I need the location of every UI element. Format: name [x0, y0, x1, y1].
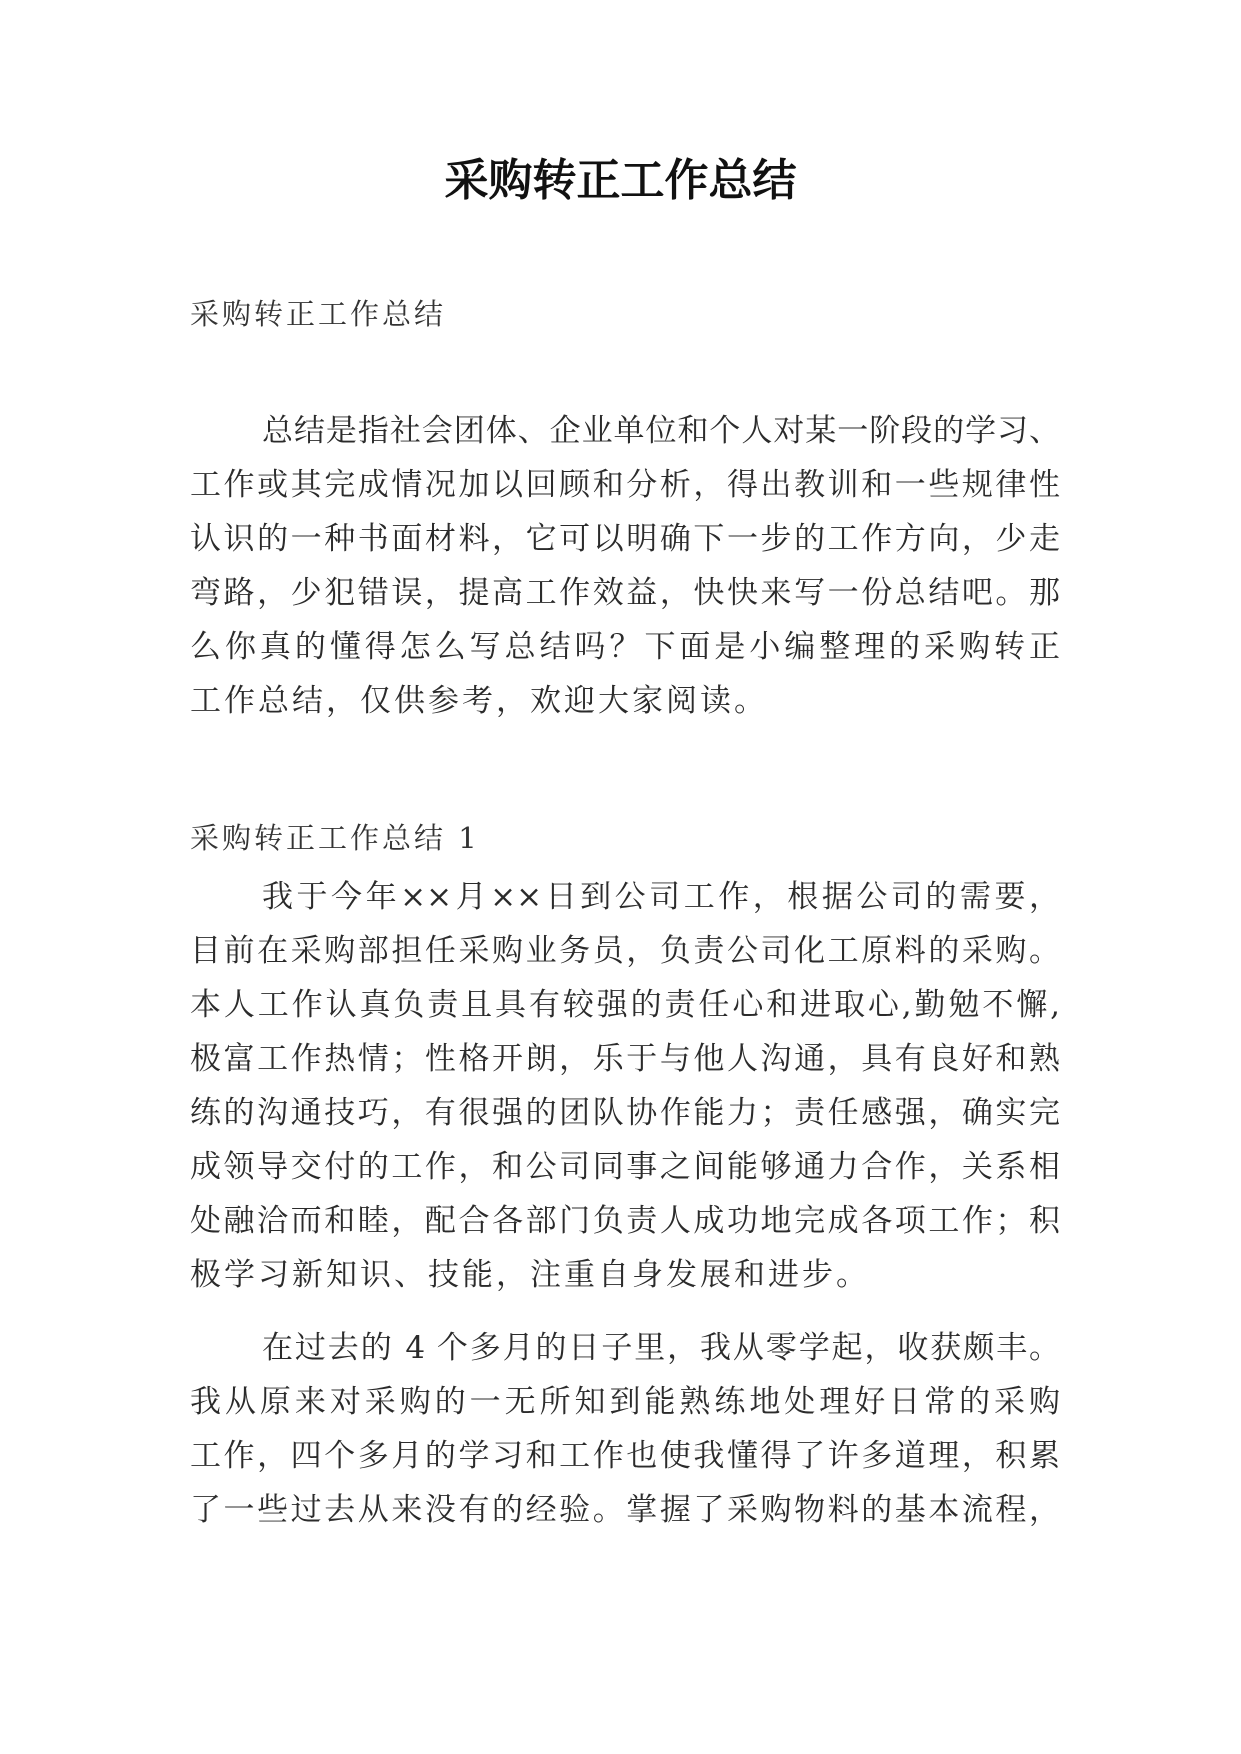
- intro-line: 认识的一种书面材料，它可以明确下一步的工作方向，少走: [190, 521, 1060, 557]
- intro-line: 总结是指社会团体、企业单位和个人对某一阶段的学习、: [262, 413, 1060, 449]
- paragraph-line: 极富工作热情；性格开朗，乐于与他人沟通，具有良好和熟: [190, 1041, 1060, 1077]
- intro-paragraph: [190, 404, 1060, 728]
- paragraph-line: 工作，四个多月的学习和工作也使我懂得了许多道理，积累: [190, 1438, 1060, 1474]
- paragraph-line: 成领导交付的工作，和公司同事之间能够通力合作，关系相: [190, 1149, 1060, 1185]
- document-title: 采购转正工作总结: [444, 155, 797, 206]
- intro-line: 弯路，少犯错误，提高工作效益，快快来写一份总结吧。那: [190, 575, 1060, 611]
- paragraph-line: 了一些过去从来没有的经验。掌握了采购物料的基本流程，: [190, 1492, 1060, 1528]
- paragraph-line: 极学习新知识、技能，注重自身发展和进步。: [190, 1257, 870, 1293]
- paragraph-line: 本人工作认真负责且具有较强的责任心和进取心,勤勉不懈,: [190, 987, 1060, 1023]
- paragraph-line: 我于今年××月××日到公司工作，根据公司的需要，: [262, 879, 1060, 915]
- document-subtitle: 采购转正工作总结: [190, 297, 447, 331]
- paragraph-line: 目前在采购部担任采购业务员，负责公司化工原料的采购。: [190, 933, 1060, 969]
- body-paragraph-2: [190, 1321, 1060, 1537]
- paragraph-line: 我从原来对采购的一无所知到能熟练地处理好日常的采购: [190, 1384, 1060, 1420]
- section-heading: 采购转正工作总结 1: [190, 821, 480, 855]
- intro-line: 么你真的懂得怎么写总结吗？下面是小编整理的采购转正: [190, 629, 1060, 665]
- paragraph-line: 处融洽而和睦，配合各部门负责人成功地完成各项工作；积: [190, 1203, 1060, 1239]
- intro-line: 工作或其完成情况加以回顾和分析，得出教训和一些规律性: [190, 467, 1060, 503]
- body-paragraph-1: [190, 870, 1060, 1302]
- intro-line: 工作总结，仅供参考，欢迎大家阅读。: [190, 683, 768, 719]
- paragraph-line: 练的沟通技巧，有很强的团队协作能力；责任感强，确实完: [190, 1095, 1060, 1131]
- paragraph-line: 在过去的 4 个多月的日子里，我从零学起，收获颇丰。: [262, 1330, 1060, 1366]
